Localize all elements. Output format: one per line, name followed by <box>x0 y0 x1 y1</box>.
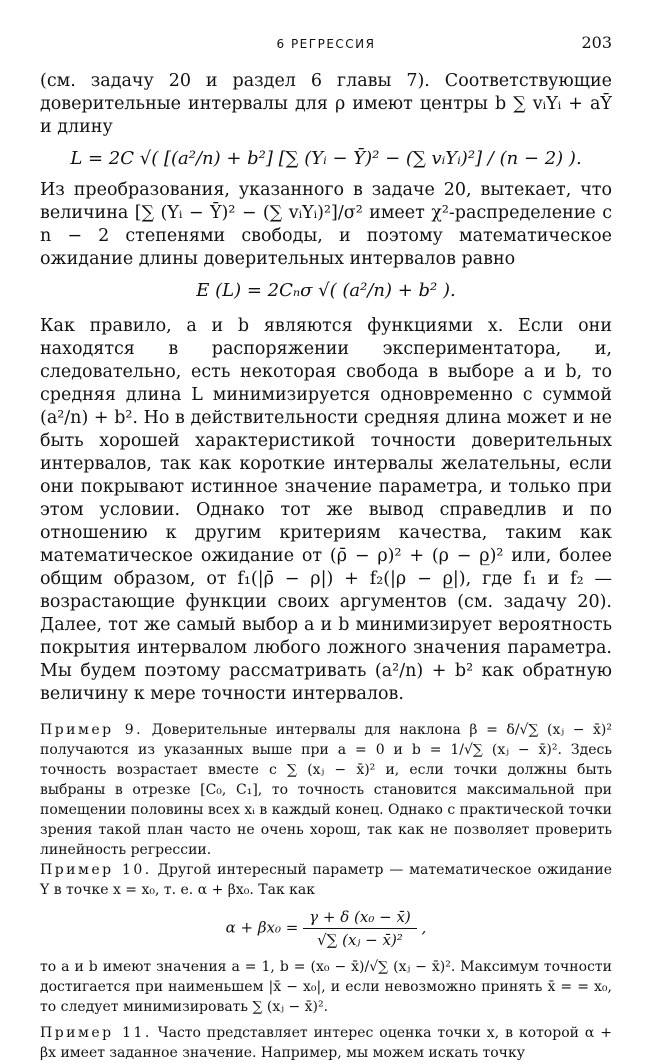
formula-alpha-beta-numerator: γ + δ (x₀ − x̄) <box>303 906 417 929</box>
running-head: 6 РЕГРЕССИЯ <box>276 37 376 51</box>
example-11-label: Пример 11. <box>40 1025 152 1041</box>
example-11-text: Часто представляет интерес оценка точки x, в которой α + βx имеет заданное значение. Например, мы можем искать точку <box>40 1025 613 1061</box>
example-10-label: Пример 10. <box>40 862 152 878</box>
page-header <box>40 33 612 55</box>
page-body <box>40 70 612 1063</box>
example-9 <box>40 720 612 860</box>
example-11 <box>40 1023 612 1063</box>
page-number: 203 <box>581 33 612 52</box>
paragraph-2: Из преобразования, указанного в задаче 20, вытекает, что величина [∑ (Yᵢ − Ȳ)² − (∑ vᵢYᵢ)²]/σ² имеет χ²-распределение с n − 2 степенями свободы, и поэтому математическое ожидание длины доверительных интервалов равно <box>40 180 612 269</box>
formula-alpha-beta <box>40 906 612 951</box>
formula-expected-length: E (L) = 2Cₙσ √( (a²/n) + b² ). <box>196 280 456 301</box>
formula-alpha-beta-tail: , <box>421 918 427 937</box>
formula-alpha-beta-denominator: √∑ (xⱼ − x̄)² <box>317 931 403 949</box>
paragraph-3: Как правило, a и b являются функциями x. Если они находятся в распоряжении экспериментатора, и, следовательно, есть некоторая свобода в выборе a и b, то средняя длина L минимизируется одновременно с суммой (a²/n) + b². Но в действительности средняя длина может и не быть хорошей характеристикой точности доверительных интервалов, так как короткие интервалы желательны, если они покрывают истинное значение параметра, и только при этом условии. Однако тот же вывод справедлив и по отношению к другим критериям качества, таким как математическое ожидание от (ρ̄ − ρ)² + (ρ − ρ̲)² или, более общим образом, от f₁(|ρ̄ − ρ|) + f₂(|ρ − ρ̲|), где f₁ и f₂ — возрастающие функции своих аргументов (см. задачу 20). Далее, тот же самый выбор a и b минимизирует вероятность покрытия интервалом любого ложного значения параметра. Мы будем поэтому рассматривать (a²/n) + b² как обратную величину к мере точности интервалов. <box>40 316 612 704</box>
formula-length: L = 2C √( [(a²/n) + b²] [∑ (Yᵢ − Ȳ)² − (∑ vᵢYᵢ)²] / (n − 2) ). <box>70 148 582 169</box>
formula-alpha-beta-fraction <box>303 906 417 951</box>
paragraph-1: (см. задачу 20 и раздел 6 главы 7). Соответствующие доверительные интервалы для ρ имеют центры b ∑ vᵢYᵢ + aȲ и длину <box>40 71 612 137</box>
example-10-text: Другой интересный параметр — математическое ожидание Y в точке x = x₀, т. е. α + βx₀. Так как <box>40 862 613 898</box>
example-9-label: Пример 9. <box>40 722 144 738</box>
example-9-text: Доверительные интервалы для наклона β = δ/√∑ (xⱼ − x̄)² получаются из указанных выше при a = 0 и b = 1/√∑ (xⱼ − x̄)². Здесь точность возрастает вместе с ∑ (xⱼ − x̄)² и, если точки должны быть выбраны в отрезке [C₀, C₁], то точность становится максимальной при помещении половины всех xᵢ в каждый конец. Однако с практической точки зрения такой план часто не очень хорош, так как не позволяет проверить линейность регрессии. <box>40 722 613 858</box>
example-10 <box>40 860 612 900</box>
formula-alpha-beta-lhs: α + βx₀ = <box>225 918 299 937</box>
example-10-continued: то a и b имеют значения a = 1, b = (x₀ − x̄)/√∑ (xⱼ − x̄)². Максимум точности достигается при наименьшем |x̄ − x₀|, и если невозможно принять x̄ = = x₀, то следует минимизировать ∑ (xⱼ − x̄)². <box>40 959 612 1015</box>
